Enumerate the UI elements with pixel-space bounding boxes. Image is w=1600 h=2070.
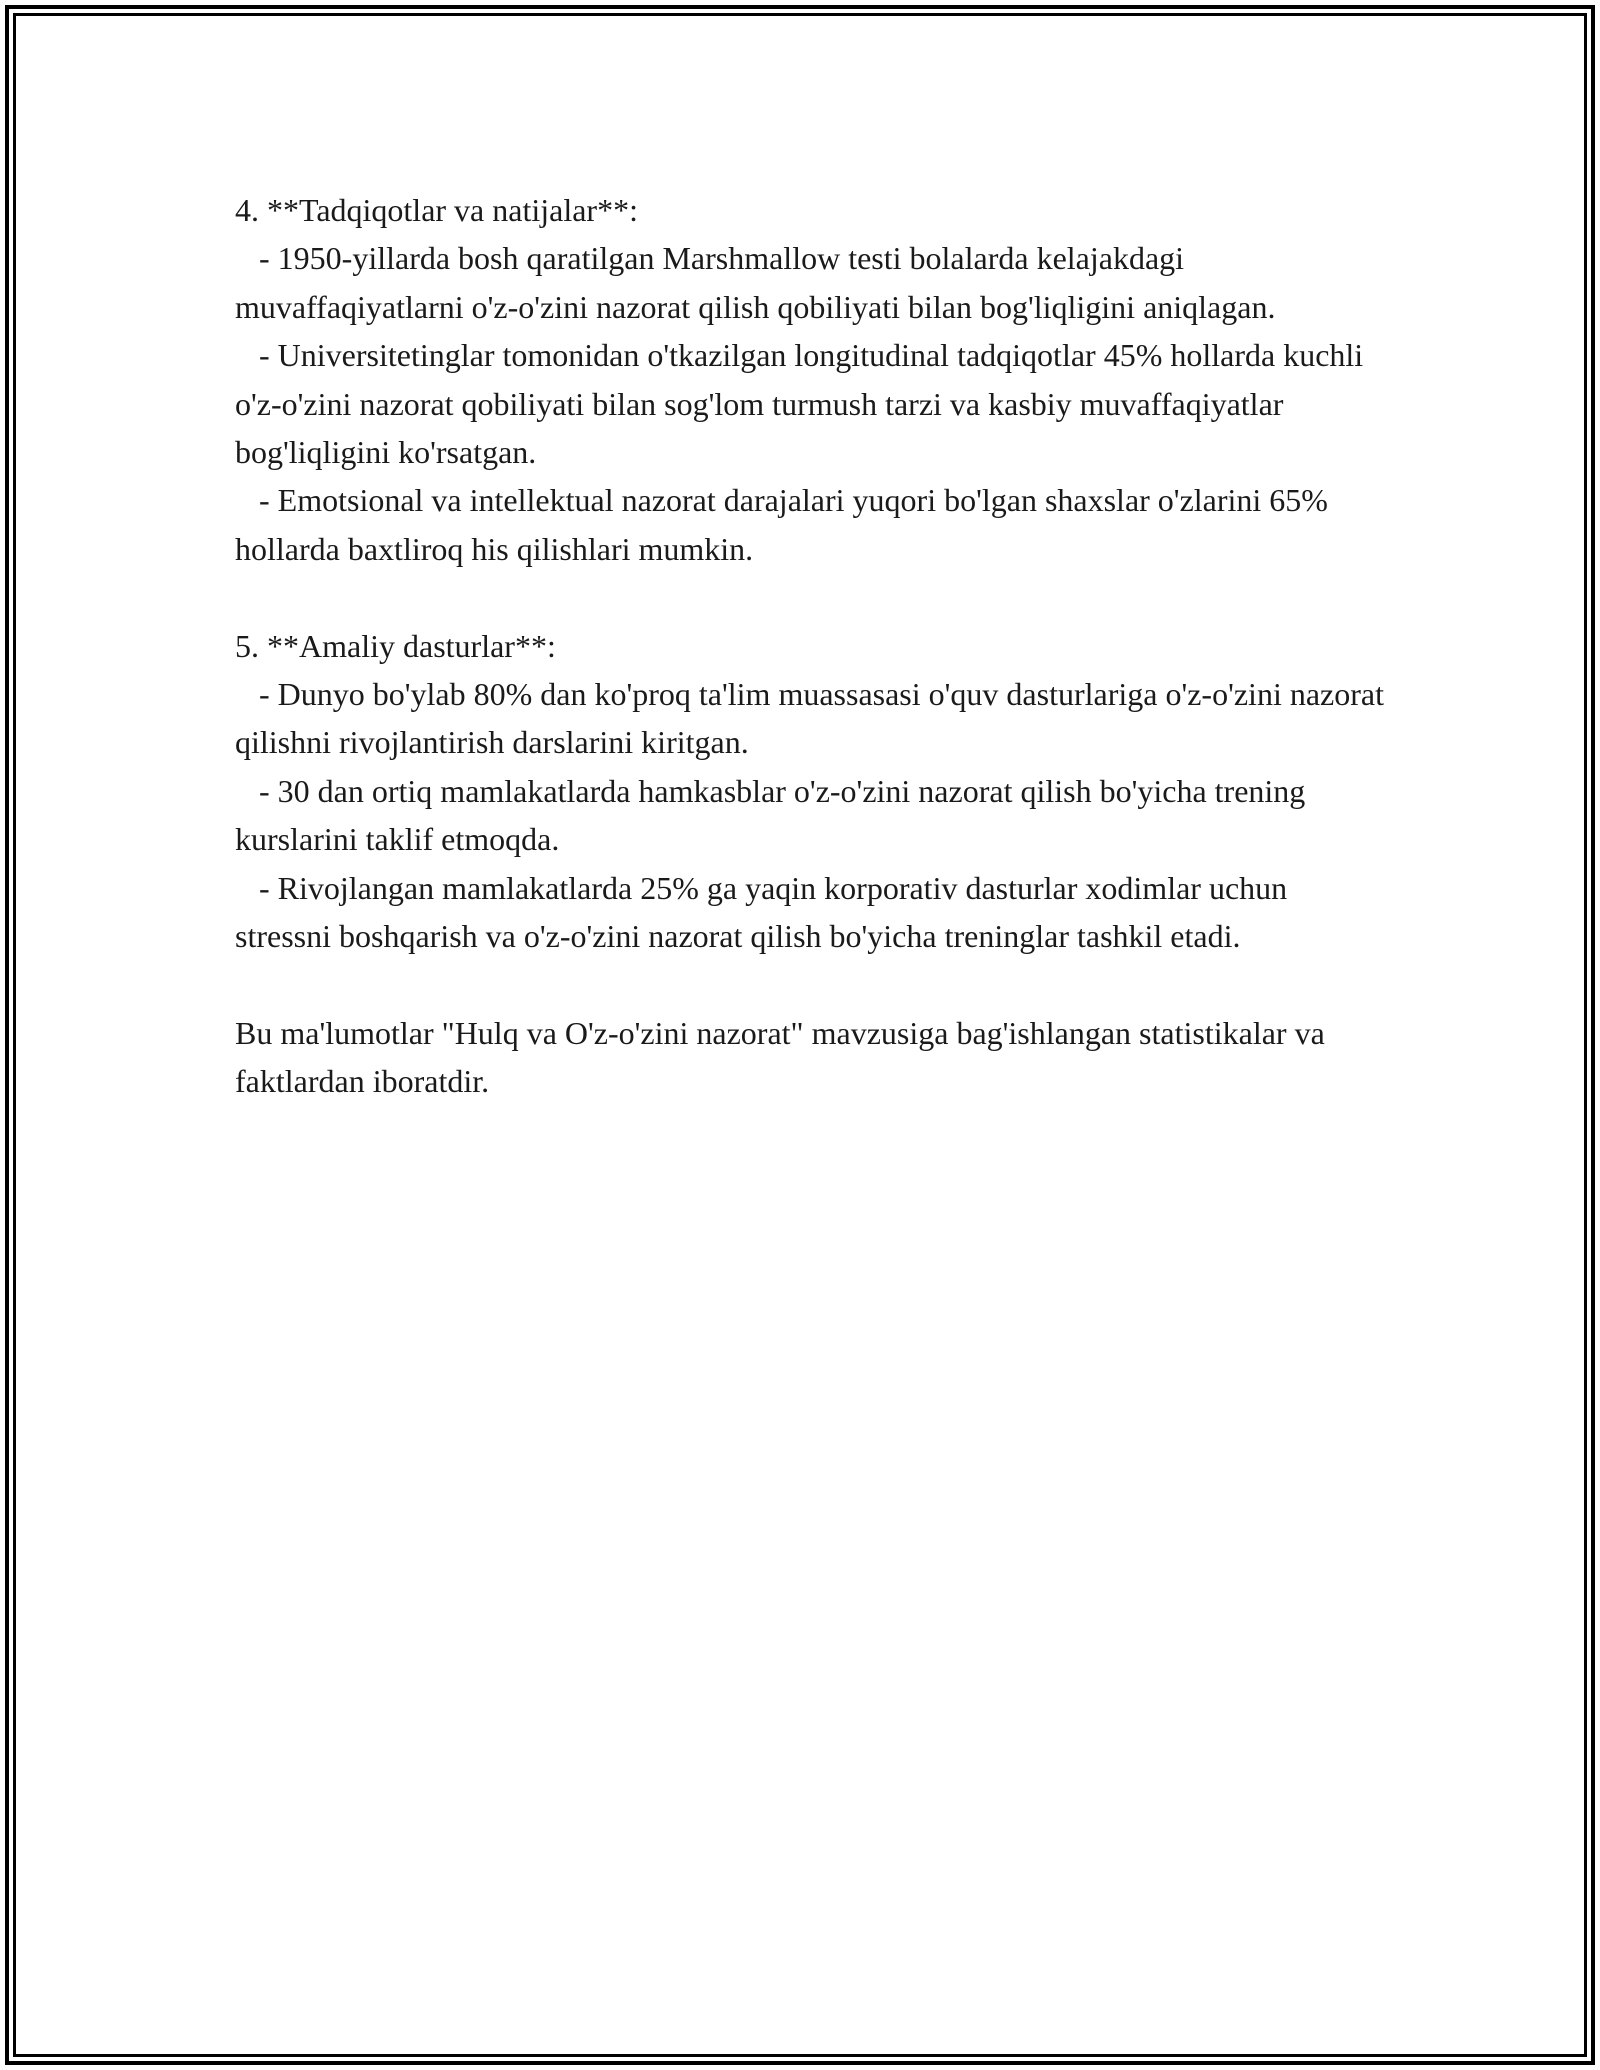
section-4-item-2: - Universitetinglar tomonidan o'tkazilgan longitudinal tadqiqotlar 45% hollarda kuchli o'z-o'zini nazorat qobiliyati bilan sog'lom turmush tarzi va kasbiy muvaffaqiyatlar bog'liqligini ko'rsatgan. <box>235 337 1372 471</box>
section-5-item-2: - 30 dan ortiq mamlakatlarda hamkasblar o'z-o'zini nazorat qilish bo'yicha trening kurslarini taklif etmoqda. <box>235 772 1314 858</box>
paragraph-spacer <box>235 573 1385 621</box>
section-4-item-3: - Emotsional va intellektual nazorat darajalari yuqori bo'lgan shaxslar o'zlarini 65% hollarda baxtliroq his qilishlari mumkin. <box>235 482 1336 567</box>
document-body <box>235 186 1392 1106</box>
section-5-item-3: - Rivojlangan mamlakatlarda 25% ga yaqin korporativ dasturlar xodimlar uchun stressni boshqarish va o'z-o'zini nazorat qilish bo'yicha treninglar tashkil etadi. <box>235 869 1296 955</box>
paragraph-spacer <box>235 960 1385 1008</box>
conclusion-paragraph: Bu ma'lumotlar "Hulq va O'z-o'zini nazorat" mavzusiga bag'ishlangan statistikalar va faktlardan iboratdir. <box>235 1014 1333 1100</box>
section-4-heading: 4. **Tadqiqotlar va natijalar**: <box>235 192 638 228</box>
section-5-item-1: - Dunyo bo'ylab 80% dan ko'proq ta'lim muassasasi o'quv dasturlariga o'z-o'zini nazorat qilishni rivojlantirish darslarini kiritgan. <box>235 676 1392 761</box>
section-4-item-1: - 1950-yillarda bosh qaratilgan Marshmallow testi bolalarda kelajakdagi muvaffaqiyatlarni o'z-o'zini nazorat qilish qobiliyati bilan bog'liqligini aniqlagan. <box>235 240 1276 325</box>
section-5-heading: 5. **Amaliy dasturlar**: <box>235 627 556 664</box>
